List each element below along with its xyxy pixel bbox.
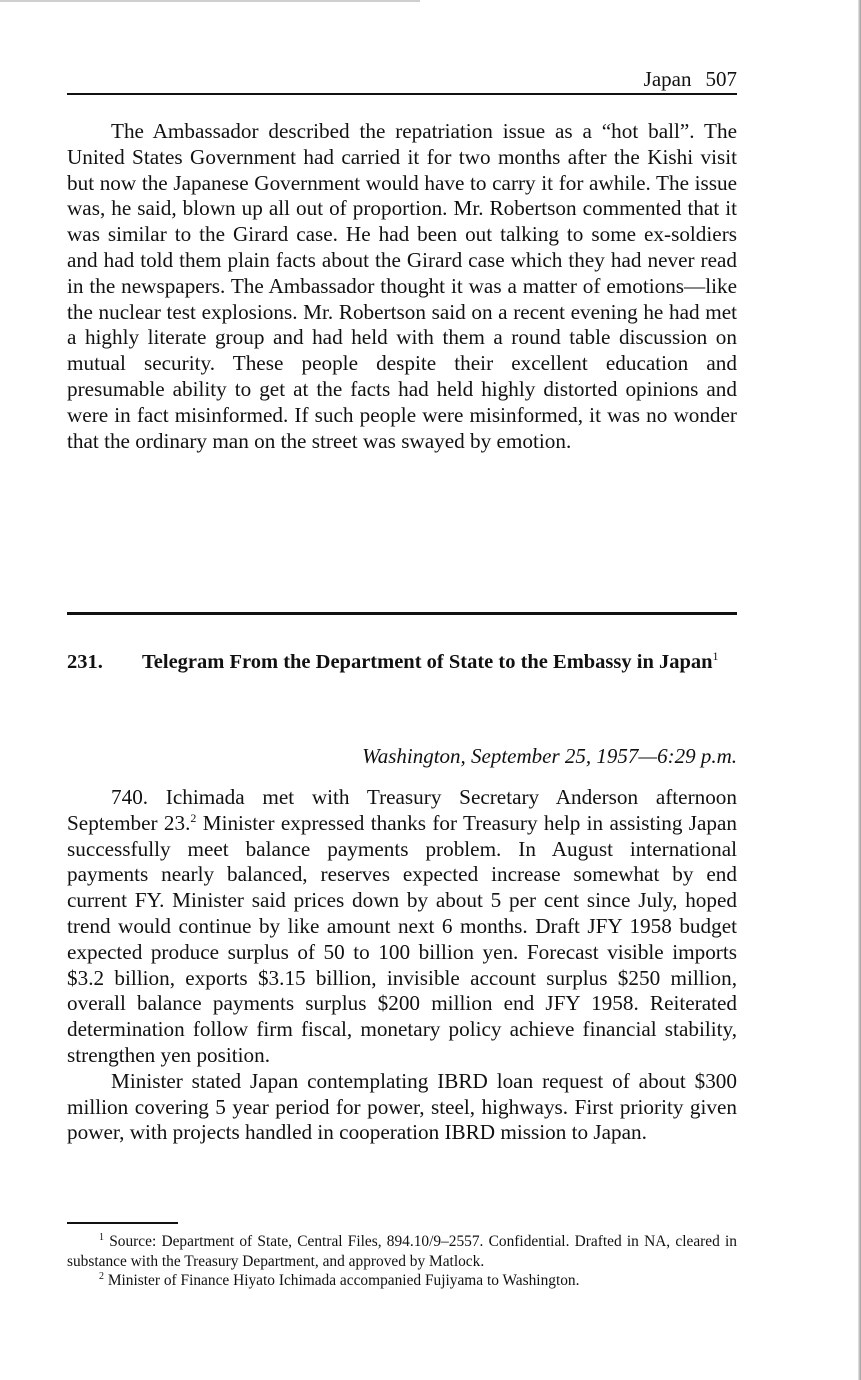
document-number: 231. [67, 651, 103, 673]
document-heading [67, 649, 737, 675]
footnote-2-text: Minister of Finance Hiyato Ichimada accompanied Fujiyama to Washington. [104, 1272, 580, 1289]
top-edge-rule [0, 0, 420, 2]
footnote-ref-2: 2 [190, 810, 197, 825]
footnote-1-marker: 1 [99, 1232, 104, 1243]
telegram-paragraph-1 [67, 785, 737, 1069]
footnote-1-text: Source: Department of State, Central Files, 894.10/9–2557. Confidential. Drafted in NA, cleared in substance with the Treasury Department, and approved by Matlock. [67, 1233, 737, 1270]
telegram-paragraph-2: Minister stated Japan contemplating IBRD loan request of about $300 million covering 5 year period for power, steel, highways. First priority given power, with projects handled in cooperation IBRD mission to Japan. [67, 1068, 737, 1145]
telegram-paragraph-1-part-1: 740. Ichimada met with Treasury Secretary Anderson afternoon September 23. [67, 785, 737, 835]
dateline: Washington, September 25, 1957—6:29 p.m. [362, 744, 737, 768]
telegram-paragraph-1-part-2: Minister expressed thanks for Treasury help in assisting Japan successfully meet balance payments problem. In August international payments nearly balanced, reserves expected increase somewhat by end current FY. Minister said prices down by about 5 per cent since July, hoped trend would continue by like amount next 6 months. Draft JFY 1958 budget expected produce surplus of 50 to 100 billion yen. Forecast visible imports $3.2 billion, exports $3.15 billion, invisible account surplus $250 million, overall balance payments surplus $200 million end JFY 1958. Reiterated determination follow firm fiscal, monetary policy achieve financial stability, strengthen yen position. [67, 810, 738, 1067]
continuation-paragraph: The Ambassador described the repatriation issue as a “hot ball”. The United States Government had carried it for two months after the Kishi visit but now the Japanese Government would have to carry it for awhile. The issue was, he said, blown up all out of proportion. Mr. Robertson commented that it was similar to the Girard case. He had been out talking to some ex-soldiers and had told them plain facts about the Girard case which they had never read in the newspapers. The Ambassador thought it was a matter of emotions—like the nuclear test explosions. Mr. Robertson said on a recent evening he had met a highly literate group and had held with them a round table discussion on mutual security. These people despite their excellent education and presumable ability to get at the facts had held highly distorted opinions and were in fact misinformed. If such people were misinformed, it was no wonder that the ordinary man on the street was swayed by emotion. [67, 119, 737, 453]
footnote-ref-1: 1 [712, 649, 719, 663]
document-title-wrap [142, 649, 737, 675]
footnote-rule [67, 1222, 178, 1224]
footnote-2 [67, 1271, 737, 1291]
header-rule [67, 93, 737, 95]
footnote-1 [67, 1232, 737, 1271]
running-head [67, 64, 737, 94]
running-head-section: Japan [643, 67, 692, 91]
document-title: Telegram From the Department of State to the Embassy in Japan [142, 651, 713, 673]
footnote-2-marker: 2 [99, 1271, 104, 1282]
page-number: 507 [705, 67, 737, 91]
continuation-section [67, 119, 737, 454]
document-separator-rule [67, 612, 737, 615]
footnotes [67, 1232, 737, 1291]
telegram-body [67, 785, 737, 1146]
